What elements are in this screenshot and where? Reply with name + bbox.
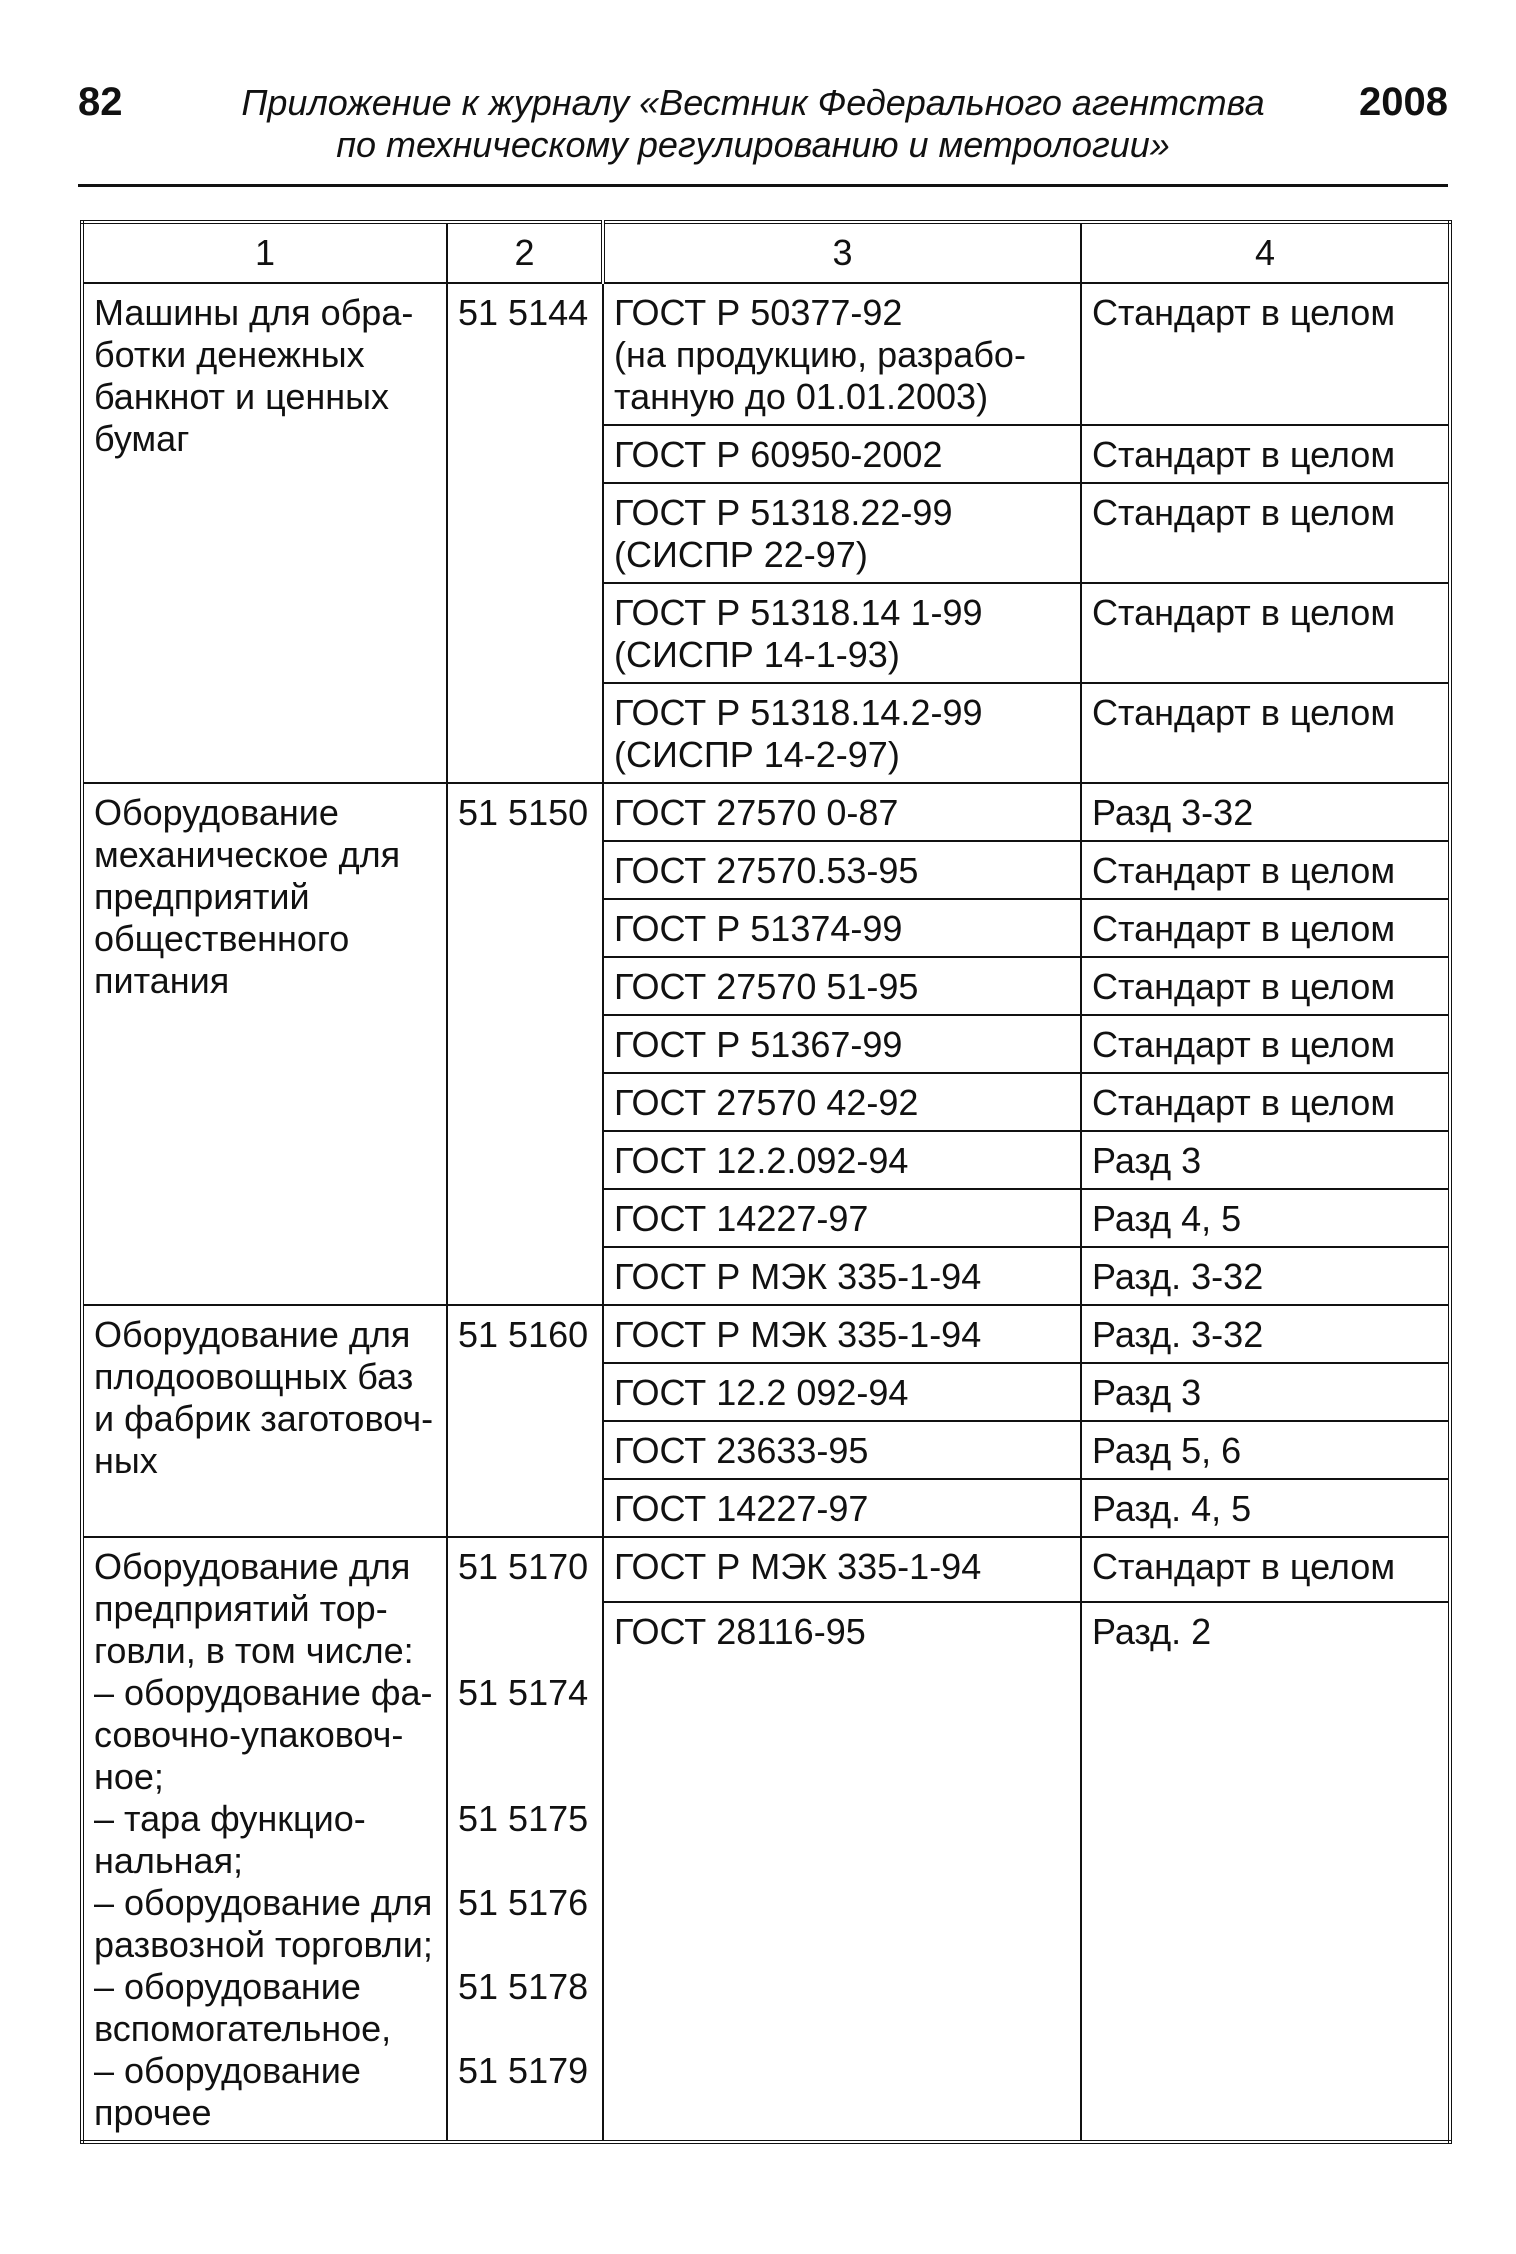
- product-line: питания: [94, 960, 230, 1001]
- standard-line: танную до 01.01.2003): [614, 376, 989, 417]
- scope-cell: Стандарт в целом: [1081, 1015, 1450, 1073]
- scope-cell: Разд 3-32: [1081, 783, 1450, 841]
- product-line: предприятий тор-: [94, 1588, 388, 1629]
- standard-cell: ГОСТ Р 60950-2002: [603, 425, 1081, 483]
- product-line: общественного: [94, 918, 350, 959]
- product-line: развозной торговли;: [94, 1924, 433, 1965]
- standard-cell: ГОСТ 23633-95: [603, 1421, 1081, 1479]
- standard-line: ГОСТ Р 51318.22-99: [614, 492, 953, 533]
- standard-cell: ГОСТ 27570 51-95: [603, 957, 1081, 1015]
- scope-cell: Разд 5, 6: [1081, 1421, 1450, 1479]
- table-row: [82, 783, 1450, 841]
- product-line: Машины для обра-: [94, 292, 414, 333]
- product-cell: [82, 1537, 447, 2142]
- standard-cell: ГОСТ Р МЭК 335-1-94: [603, 1537, 1081, 1602]
- product-line: механическое для: [94, 834, 401, 875]
- code-line: 51 5176: [458, 1882, 589, 1923]
- scope-cell: Стандарт в целом: [1081, 957, 1450, 1015]
- product-cell: [82, 783, 447, 1305]
- code-line: 51 5175: [458, 1798, 589, 1839]
- scope-cell: Разд 3: [1081, 1131, 1450, 1189]
- code-cell: 51 5160: [447, 1305, 603, 1537]
- standard-cell: [603, 483, 1081, 583]
- scope-cell: Стандарт в целом: [1081, 283, 1450, 425]
- scope-cell: Разд. 2: [1081, 1602, 1450, 2142]
- standard-line: ГОСТ Р 51318.14.2-99: [614, 692, 983, 733]
- standard-cell: ГОСТ Р 51374-99: [603, 899, 1081, 957]
- scope-cell: Разд. 4, 5: [1081, 1479, 1450, 1537]
- product-line: банкнот и ценных: [94, 376, 390, 417]
- page-header: [78, 74, 1448, 184]
- standard-line: (СИСПР 14-1-93): [614, 634, 900, 675]
- column-header-1: 1: [82, 222, 447, 283]
- standard-cell: ГОСТ Р 51367-99: [603, 1015, 1081, 1073]
- standard-cell: ГОСТ 12.2 092-94: [603, 1363, 1081, 1421]
- standard-line: (на продукцию, разрабо-: [614, 334, 1026, 375]
- code-cell: 51 5144: [447, 283, 603, 783]
- scope-cell: Стандарт в целом: [1081, 483, 1450, 583]
- product-line: – тара функцио-: [94, 1798, 366, 1839]
- product-line: ботки денежных: [94, 334, 365, 375]
- journal-title-line-2: по техническому регулированию и метрологии»: [336, 124, 1170, 165]
- table-row: [82, 283, 1450, 425]
- standard-line: (СИСПР 22-97): [614, 534, 868, 575]
- standard-line: ГОСТ Р 50377-92: [614, 292, 903, 333]
- code-line: 51 5170: [458, 1546, 589, 1587]
- journal-title-line-1: Приложение к журналу «Вестник Федерального агентства: [241, 82, 1265, 123]
- product-line: – оборудование: [94, 1966, 361, 2007]
- table-row: [82, 1537, 1450, 1602]
- standard-cell: ГОСТ Р МЭК 335-1-94: [603, 1247, 1081, 1305]
- standard-cell: [603, 583, 1081, 683]
- scope-cell: Стандарт в целом: [1081, 425, 1450, 483]
- standards-table: [80, 220, 1452, 2144]
- column-header-3: 3: [603, 222, 1081, 283]
- scope-cell: Стандарт в целом: [1081, 583, 1450, 683]
- scope-cell: Стандарт в целом: [1081, 1537, 1450, 1602]
- scope-cell: Стандарт в целом: [1081, 1073, 1450, 1131]
- table-header-row: [82, 222, 1450, 283]
- product-cell: [82, 283, 447, 783]
- code-line: 51 5178: [458, 1966, 589, 2007]
- standard-cell: ГОСТ Р МЭК 335-1-94: [603, 1305, 1081, 1363]
- standard-cell: ГОСТ 14227-97: [603, 1189, 1081, 1247]
- product-line: и фабрик заготовоч-: [94, 1398, 434, 1439]
- standard-line: ГОСТ Р 51318.14 1-99: [614, 592, 983, 633]
- column-header-4: 4: [1081, 222, 1450, 283]
- code-cell: 51 5150: [447, 783, 603, 1305]
- journal-title: [198, 82, 1308, 166]
- standard-cell: [603, 283, 1081, 425]
- product-cell: [82, 1305, 447, 1537]
- product-line: плодоовощных баз: [94, 1356, 414, 1397]
- standard-cell: ГОСТ 28116-95: [603, 1602, 1081, 2142]
- column-header-2: 2: [447, 222, 603, 283]
- standard-cell: ГОСТ 27570 42-92: [603, 1073, 1081, 1131]
- code-line: 51 5179: [458, 2050, 589, 2091]
- product-line: прочее: [94, 2092, 212, 2133]
- year: 2008: [1359, 80, 1448, 124]
- table-row: [82, 1305, 1450, 1363]
- scope-cell: Разд. 3-32: [1081, 1247, 1450, 1305]
- scope-cell: Разд 4, 5: [1081, 1189, 1450, 1247]
- product-line: нальная;: [94, 1840, 244, 1881]
- standard-cell: ГОСТ 27570 0-87: [603, 783, 1081, 841]
- standard-cell: ГОСТ 27570.53-95: [603, 841, 1081, 899]
- product-line: ных: [94, 1440, 158, 1481]
- product-line: совочно-упаковоч-: [94, 1714, 404, 1755]
- standard-cell: ГОСТ 14227-97: [603, 1479, 1081, 1537]
- page-number: 82: [78, 80, 123, 124]
- standard-cell: ГОСТ 12.2.092-94: [603, 1131, 1081, 1189]
- code-cell: [447, 1537, 603, 2142]
- standard-cell: [603, 683, 1081, 783]
- scope-cell: Стандарт в целом: [1081, 899, 1450, 957]
- product-line: бумаг: [94, 418, 190, 459]
- product-line: – оборудование: [94, 2050, 361, 2091]
- standard-line: (СИСПР 14-2-97): [614, 734, 900, 775]
- product-line: – оборудование для: [94, 1882, 433, 1923]
- product-line: говли, в том числе:: [94, 1630, 414, 1671]
- scope-cell: Стандарт в целом: [1081, 841, 1450, 899]
- product-line: предприятий: [94, 876, 310, 917]
- product-line: вспомогательное,: [94, 2008, 392, 2049]
- code-line: 51 5174: [458, 1672, 589, 1713]
- scope-cell: Стандарт в целом: [1081, 683, 1450, 783]
- product-line: Оборудование: [94, 792, 339, 833]
- product-line: – оборудование фа-: [94, 1672, 433, 1713]
- product-line: ное;: [94, 1756, 164, 1797]
- header-rule: [78, 184, 1448, 187]
- product-line: Оборудование для: [94, 1546, 411, 1587]
- scope-cell: Разд. 3-32: [1081, 1305, 1450, 1363]
- scope-cell: Разд 3: [1081, 1363, 1450, 1421]
- product-line: Оборудование для: [94, 1314, 411, 1355]
